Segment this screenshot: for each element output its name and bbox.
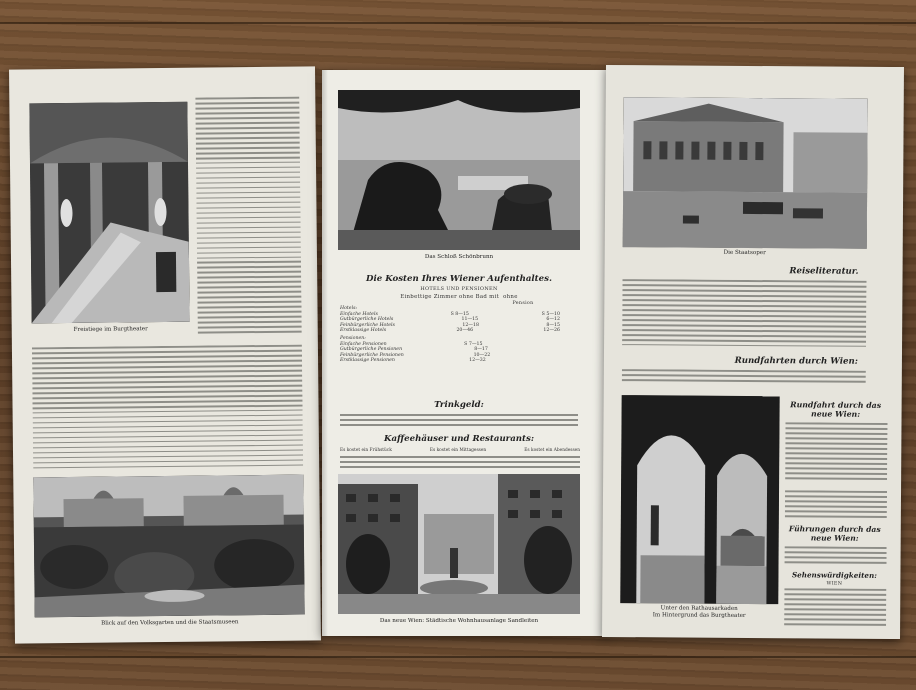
heading-sehenswuerdigkeiten: Sehenswürdigkeiten: — [791, 570, 877, 580]
heading-kaffeehaeuser: Kaffeehäuser und Restaurants: — [383, 434, 535, 444]
kaffee-col-fruehstueck: Es kostet ein Frühstück — [340, 448, 392, 453]
table-row: Gutbürgerliche Hotels 11—15 6—12 — [340, 317, 560, 323]
page-fold-shadow — [322, 70, 328, 636]
text-block-right-column — [195, 97, 302, 342]
text-rundfahrten — [622, 369, 866, 385]
text-sehenswuerdigkeiten — [784, 588, 886, 629]
kaffee-columns — [340, 448, 580, 453]
caption-sandleiten: Das neue Wien: Städtische Wohnhausanlage Sandleiten — [379, 618, 539, 624]
brochure-page-left — [9, 66, 321, 643]
table-row: Erstklassige Hotels 20—46 12—26 — [340, 328, 560, 334]
heading-trinkgeld: Trinkgeld: — [434, 400, 484, 410]
photo-schoenbrunn — [338, 90, 580, 250]
table-row: Gutbürgerliche Pensionen 8—17 — [340, 347, 488, 353]
caption-schoenbrunn: Das Schloß Schönbrunn — [424, 254, 494, 260]
caption-burgtheater: Freistiege im Burgtheater — [73, 326, 148, 333]
caption-rathausarkaden-line-1: Unter den Rathausarkaden — [660, 605, 738, 612]
table-row: Feinbürgerliche Hotels 12—18 8—15 — [340, 322, 560, 328]
pensionen-label: Pensionen: — [340, 335, 366, 341]
caption-rathausarkaden — [620, 605, 778, 620]
caption-rathausarkaden-line-2: Im Hintergrund das Burgtheater — [652, 612, 746, 619]
text-fuehrer — [785, 490, 887, 521]
table-row: Einfache Pensionen S 7—15 — [340, 341, 483, 347]
photo-burgtheater-staircase — [29, 102, 189, 324]
heading-kosten: Die Kosten Ihres Wiener Aufenthaltes. — [366, 274, 552, 284]
heading-rundfahrt-neue: Rundfahrt durch das neue Wien: — [790, 400, 882, 419]
text-fuehrungen — [785, 546, 887, 567]
text-trinkgeld — [340, 414, 578, 432]
heading-fuehrungen: Führungen durch das neue Wien: — [788, 524, 881, 543]
table-seam-top — [0, 22, 916, 24]
text-reiseliteratur — [622, 279, 867, 355]
kaffee-col-abend: Es kostet ein Abendessen — [524, 448, 580, 453]
photo-volksgarten — [33, 475, 304, 618]
photo-staatsoper — [623, 97, 868, 249]
text-rundfahrt-neue — [785, 422, 887, 487]
table-seam-bottom — [0, 656, 916, 658]
brochure-page-middle — [322, 70, 606, 636]
hotel-price-table — [340, 306, 560, 364]
photo-sandleiten — [338, 474, 580, 614]
caption-volksgarten: Blick auf den Volksgarten und die Staatsmuseen — [101, 619, 239, 627]
brochure-page-right — [602, 65, 904, 639]
table-row: Feinbürgerliche Pensionen 10—22 — [340, 352, 491, 358]
col-ohne: ohne — [503, 294, 518, 300]
col-pension: Pension — [512, 301, 534, 306]
subheading-wien: WIEN — [826, 581, 843, 587]
note-einbettig — [338, 294, 580, 300]
kaffee-col-mittag: Es kostet ein Mittagessen — [429, 448, 487, 453]
table-row: Einfache Hotels S 8—15 S 5—10 — [340, 311, 560, 317]
heading-rundfahrten: Rundfahrten durch Wien: — [734, 355, 858, 367]
heading-reiseliteratur: Reiseliteratur. — [789, 266, 859, 277]
note-einbettig-text: Einbettige Zimmer ohne Bad mit — [400, 294, 500, 300]
text-kaffee-prices — [340, 456, 580, 470]
caption-staatsoper: Die Staatsoper — [723, 249, 766, 257]
subheading-hotels: HOTELS UND PENSIONEN — [420, 286, 498, 292]
photo-rathausarkaden — [620, 395, 779, 604]
table-row: Erstklassige Pensionen 12—32 — [340, 358, 486, 364]
hotels-label: Hotels: — [340, 306, 358, 311]
text-block-full-width — [32, 345, 303, 472]
